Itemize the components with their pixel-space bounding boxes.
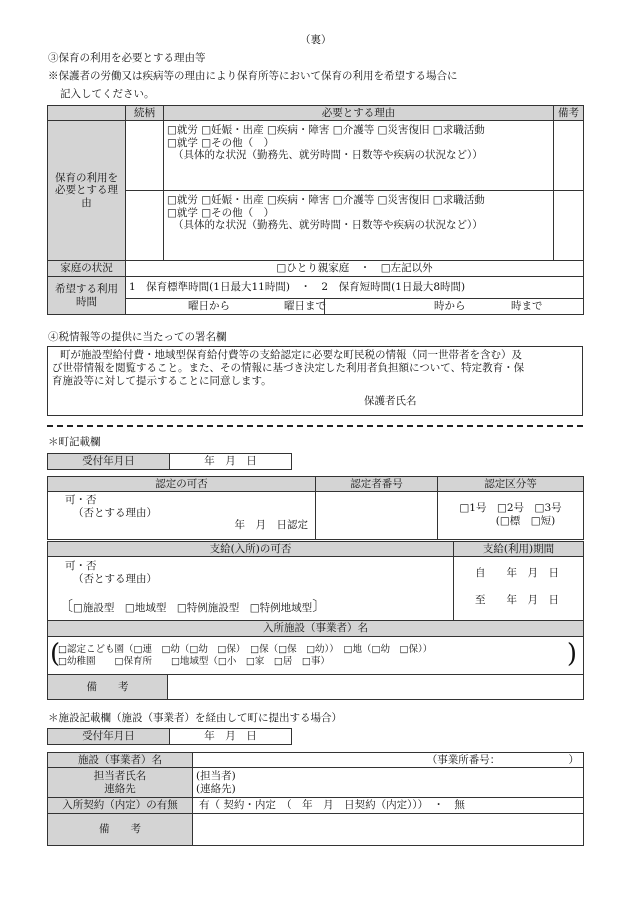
- reason-detail-note: （具体的な状況（勤務先、就労時間・日数等や疾病の状況など））: [173, 219, 483, 232]
- facility-contact-label: [48, 768, 193, 798]
- reason-row-label: 保育の利用を必要とする理由: [48, 121, 126, 261]
- cert-class-cell[interactable]: [438, 492, 584, 540]
- facility-received-label: 受付年月日: [48, 729, 170, 745]
- facility-remarks-field[interactable]: [193, 814, 584, 846]
- family-status-label: 家庭の状況: [48, 261, 126, 277]
- supply-period-from: 自 年 月 日: [475, 567, 559, 579]
- cert-date: 年 月 日認定: [234, 519, 308, 532]
- facility-name-label: 施設（事業者）名: [48, 753, 193, 768]
- hours-detail-row[interactable]: [126, 299, 584, 315]
- supply-cell[interactable]: [48, 557, 454, 621]
- hours-label: 希望する利用時間: [48, 277, 126, 315]
- facility-name-header: 入所施設（事業者）名: [48, 621, 584, 637]
- relation-cell-2[interactable]: [126, 191, 164, 261]
- town-remarks-row: [48, 675, 584, 700]
- town-certification-table: [47, 476, 584, 540]
- reason-detail-note: （具体的な状況（勤務先、就労時間・日数等や疾病の状況など））: [173, 149, 483, 162]
- cert-class-header: 認定区分等: [438, 477, 584, 492]
- facility-bracket-right: ): [566, 639, 577, 669]
- facility-contact-field[interactable]: [193, 768, 584, 798]
- cut-line: [47, 425, 583, 427]
- facility-heading: ＊施設記載欄（施設（事業者）を経由して町に提出する場合）: [48, 712, 342, 724]
- facility-received-table: [47, 728, 292, 745]
- time-from-label: 時から: [434, 300, 466, 312]
- col-relation-header: 続柄: [126, 106, 164, 121]
- day-to-label: 曜日まで: [284, 300, 326, 312]
- consent-text-2: び世帯情報を閲覧すること。また、その情報に基づき決定した利用者負担額について、特定教育・保: [52, 362, 525, 375]
- supply-type-options: □施設型 □地域型 □特例施設型 □特例地域型: [73, 602, 313, 615]
- cert-yes-no: 可・否: [65, 494, 97, 506]
- section3-note-cont: 記入してください。: [60, 88, 155, 100]
- reason-options-line2: □就学 □その他（ ）: [167, 206, 275, 219]
- reason-table: [47, 105, 584, 315]
- reason-options-line1: □就労 □妊娠・出産 □疾病・障害 □介護等 □災害復旧 □求職活動: [167, 124, 485, 136]
- town-heading: ＊町記載欄: [48, 436, 101, 448]
- town-remarks-field[interactable]: [168, 675, 583, 699]
- town-supply-table: [47, 541, 584, 700]
- remarks-cell-1[interactable]: [554, 121, 584, 191]
- supply-period-cell[interactable]: [454, 557, 584, 621]
- supply-reason-no: （否とする理由）: [73, 572, 157, 585]
- consent-text-1: 町が施設型給付費・地域型保育給付費等の支給認定に必要な町民税の情報（同一世帯者を含む）及: [60, 349, 522, 361]
- contact-info-label: 連絡先: [104, 782, 136, 795]
- facility-received-date[interactable]: 年 月 日: [170, 729, 292, 745]
- facility-remarks-label: 備 考: [48, 814, 193, 846]
- reason-options-line2: □就学 □その他（ ）: [167, 136, 275, 149]
- col-reason-header: 必要とする理由: [164, 106, 554, 121]
- family-status-options[interactable]: □ひとり親家庭 ・ □左記以外: [126, 261, 584, 277]
- contact-person-field: (担当者): [196, 769, 236, 782]
- reason-cell-2[interactable]: [164, 191, 554, 261]
- reason-cell-1[interactable]: [164, 121, 554, 191]
- cert-number-cell[interactable]: [316, 492, 438, 540]
- facility-type-line1: □認定こども園（□連 □幼（□幼 □保） □保（□保 □幼）） □地（□幼 □保））: [58, 644, 433, 656]
- supply-yes-no: 可・否: [65, 560, 97, 572]
- section3-note: ※保護者の労働又は疾病等の理由により保育所等において保育の利用を希望する場合に: [48, 70, 458, 82]
- time-to-label: 時まで: [511, 300, 543, 312]
- supply-header: 支給(入所)の可否: [48, 542, 454, 557]
- supply-types-line: 〔□施設型 □地域型 □特例施設型 □特例地域型〕: [59, 599, 327, 616]
- reason-options-line1: □就労 □妊娠・出産 □疾病・障害 □介護等 □災害復旧 □求職活動: [167, 194, 485, 206]
- reason-table-corner: [48, 106, 126, 121]
- hours-divider: [324, 299, 325, 314]
- town-remarks-label: 備 考: [48, 675, 168, 699]
- section3-heading: ③保育の利用を必要とする理由等: [48, 52, 206, 64]
- cert-cell[interactable]: [48, 492, 316, 540]
- facility-contract-label: 入所契約（内定）の有無: [48, 798, 193, 814]
- facility-bracket-left: (: [50, 639, 61, 669]
- town-received-table: [47, 453, 292, 470]
- supply-period-header: 支給(利用)期間: [454, 542, 584, 557]
- facility-office-number[interactable]: （事業所番号： ）: [193, 753, 584, 768]
- section4-heading: ④税情報等の提供に当たっての署名欄: [48, 331, 227, 343]
- hours-options[interactable]: 1 保育標準時間(1日最大11時間) ・ 2 保育短時間(1日最大8時間): [126, 277, 584, 299]
- cert-number-header: 認定者番号: [316, 477, 438, 492]
- town-received-date[interactable]: 年 月 日: [170, 454, 292, 470]
- supply-period-to: 至 年 月 日: [475, 593, 559, 606]
- day-from-label: 曜日から: [188, 300, 230, 312]
- consent-text-3: 育施設等に対して提示することに同意します。: [52, 375, 272, 388]
- facility-contract-options[interactable]: 有（ 契約・内定 （ 年 月 日契約（内定））） ・ 無: [193, 798, 584, 814]
- contact-person-label: 担当者氏名: [93, 769, 147, 782]
- relation-cell-1[interactable]: [126, 121, 164, 191]
- town-received-label: 受付年月日: [48, 454, 170, 470]
- remarks-cell-2[interactable]: [554, 191, 584, 261]
- page-side-label: （裏）: [300, 34, 332, 46]
- cert-reason-no: （否とする理由）: [73, 506, 157, 519]
- facility-type-line2: □幼稚園 □保育所 □地域型（□小 □家 □居 □事）: [58, 655, 330, 667]
- facility-type-cell[interactable]: [48, 637, 584, 675]
- cert-header: 認定の可否: [48, 477, 316, 492]
- cert-class-sub-options: (□標 □短): [495, 514, 556, 527]
- cert-class-options: □1号 □2号 □3号: [459, 502, 562, 514]
- consent-box: [47, 346, 583, 416]
- facility-table: [47, 752, 584, 846]
- col-remarks-header: 備考: [554, 106, 584, 121]
- guardian-name-label: 保護者氏名: [364, 395, 417, 407]
- contact-info-field: (連絡先): [196, 782, 236, 795]
